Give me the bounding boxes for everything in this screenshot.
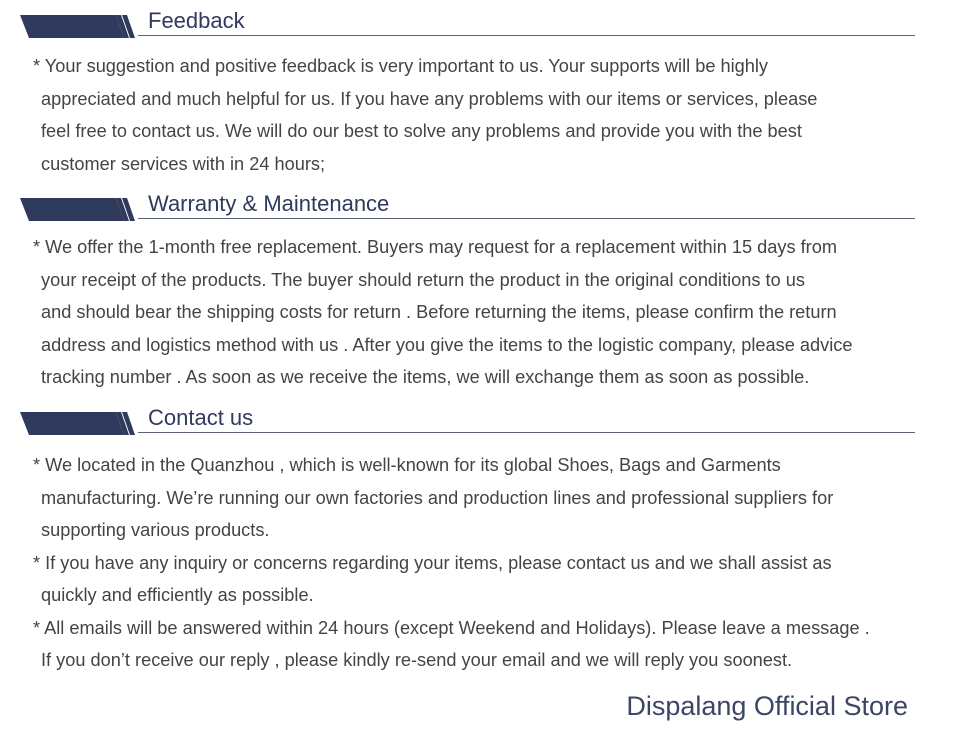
text-line: quickly and efficiently as possible. <box>41 585 314 605</box>
header-bar-icon <box>20 12 140 38</box>
text-line: address and logistics method with us . After you give the items to the logistic company, please advice <box>41 334 853 355</box>
warranty-text <box>33 231 913 394</box>
text-line: * Your suggestion and positive feedback is very important to us. Your supports will be highly <box>33 56 769 76</box>
warranty-header <box>0 191 960 221</box>
feedback-header <box>0 8 960 38</box>
header-divider <box>138 35 915 36</box>
section-title: Feedback <box>148 8 245 33</box>
header-bar-icon <box>20 409 140 435</box>
text-line: * We located in the Quanzhou , which is well-known for its global Shoes, Bags and Garments <box>33 455 781 475</box>
header-divider <box>138 432 915 433</box>
section-title: Warranty & Maintenance <box>148 191 390 216</box>
header-bar-icon <box>20 195 140 221</box>
text-line: tracking number . As soon as we receive the items, we will exchange them as soon as possible. <box>41 367 810 387</box>
text-line: appreciated and much helpful for us. If you have any problems with our items or services, please <box>41 88 818 109</box>
feedback-section <box>0 8 960 174</box>
section-title: Contact us <box>148 405 254 430</box>
text-line: feel free to contact us. We will do our best to solve any problems and provide you with the best <box>41 121 802 141</box>
text-line: and should bear the shipping costs for return . Before returning the items, please confirm the return <box>41 302 837 322</box>
text-line: * We offer the 1-month free replacement. Buyers may request for a replacement within 15 days from <box>33 237 837 257</box>
text-line: * If you have any inquiry or concerns regarding your items, please contact us and we shall assist as <box>33 552 832 573</box>
contact-header <box>0 405 960 435</box>
text-line: customer services with in 24 hours; <box>41 153 326 174</box>
text-line: If you don’t receive our reply , please kindly re-send your email and we will reply you soonest. <box>41 650 793 670</box>
text-line: supporting various products. <box>41 520 270 540</box>
text-line: manufacturing. We’re running our own factories and production lines and professional suppliers for <box>41 487 834 508</box>
contact-section <box>0 405 960 670</box>
store-name: Dispalang Official Store <box>626 691 908 721</box>
warranty-section <box>0 191 960 387</box>
header-divider <box>138 218 915 219</box>
text-line: * All emails will be answered within 24 hours (except Weekend and Holidays). Please leave a message . <box>33 617 870 638</box>
text-line: your receipt of the products. The buyer should return the product in the original conditions to us <box>41 269 805 290</box>
contact-text <box>33 449 913 677</box>
feedback-text <box>33 50 913 180</box>
